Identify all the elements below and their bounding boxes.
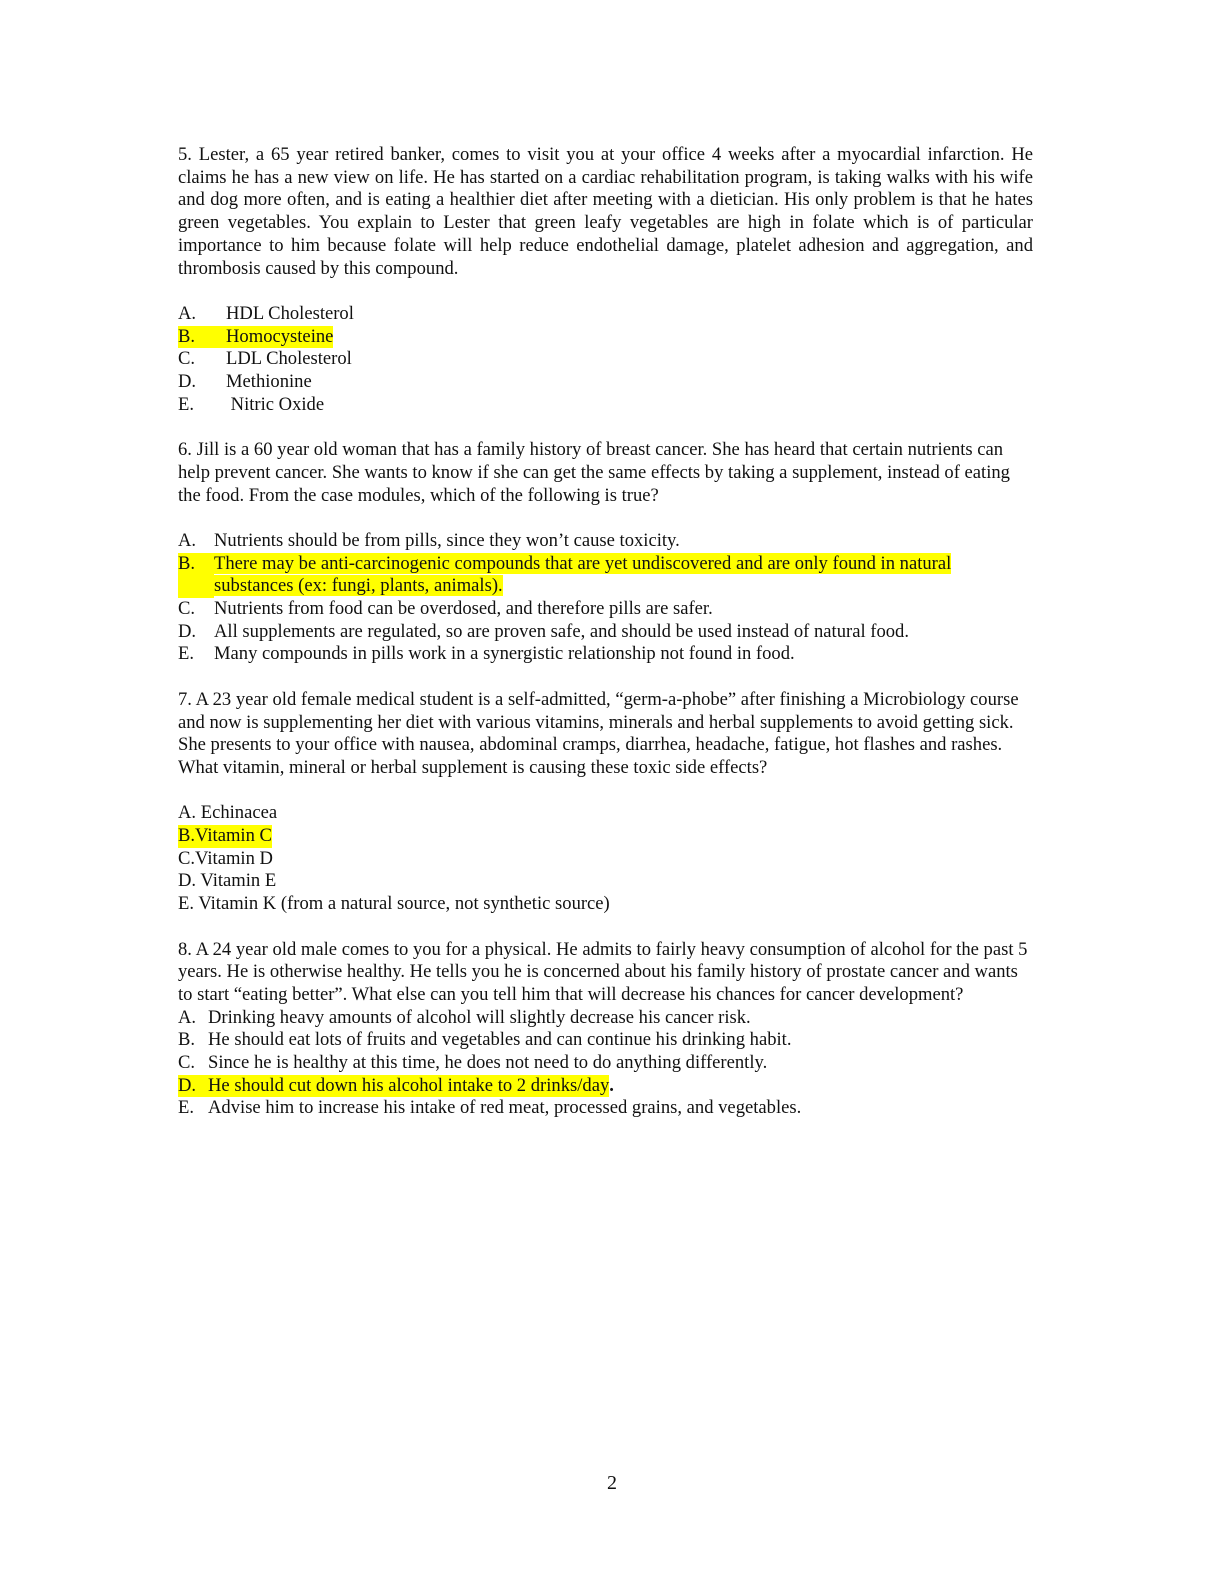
option-c bbox=[178, 348, 1033, 371]
answer-options bbox=[178, 303, 1033, 417]
option-letter: C. bbox=[178, 348, 196, 370]
option-letter: D. bbox=[178, 620, 197, 642]
answer-options bbox=[178, 802, 1033, 916]
page-number: 2 bbox=[607, 1472, 617, 1494]
option-a bbox=[178, 303, 1033, 326]
question-7 bbox=[178, 689, 1033, 916]
option-letter: E. bbox=[178, 643, 195, 665]
option-c bbox=[178, 1052, 1033, 1075]
question-8 bbox=[178, 939, 1033, 1121]
highlighted-answer: B.Vitamin C bbox=[178, 825, 272, 847]
highlighted-answer-line-2: substances (ex: fungi, plants, animals). bbox=[214, 575, 503, 597]
option-text: LDL Cholesterol bbox=[226, 348, 352, 370]
option-letter: D. bbox=[178, 371, 197, 393]
option-text: Since he is healthy at this time, he does not need to do anything differently. bbox=[208, 1052, 768, 1074]
option-letter: B. bbox=[178, 553, 214, 598]
option-text: C.Vitamin D bbox=[178, 847, 273, 869]
question-stem: 8. A 24 year old male comes to you for a physical. He admits to fairly heavy consumption of alcohol for the past 5 years. He is otherwise healthy. He tells you he is concerned about his family history of prostate cancer and wants to start “eating better”. What else can you tell him that will decrease his chances for cancer development? bbox=[178, 938, 1028, 1005]
option-text: Methionine bbox=[226, 371, 312, 393]
option-text: A. Echinacea bbox=[178, 802, 278, 824]
option-e bbox=[178, 1097, 1033, 1120]
answer-options bbox=[178, 530, 1033, 666]
question-6 bbox=[178, 439, 1033, 666]
option-b-correct bbox=[178, 825, 1033, 848]
highlighted-answer bbox=[178, 1075, 609, 1098]
option-d-correct bbox=[178, 1075, 1033, 1098]
option-e bbox=[178, 643, 1033, 666]
option-a bbox=[178, 802, 1033, 825]
option-letter: E. bbox=[178, 1097, 195, 1119]
option-e bbox=[178, 394, 1033, 417]
option-letter: D. bbox=[178, 1074, 197, 1096]
option-text: Drinking heavy amounts of alcohol will slightly decrease his cancer risk. bbox=[208, 1006, 751, 1028]
question-stem: 7. A 23 year old female medical student is a self-admitted, “germ-a-phobe” after finishing a Microbiology course and now is supplementing her diet with various vitamins, minerals and herbal supplements to avoid getting sick. She presents to your office with nausea, abdominal cramps, diarrhea, headache, fatigue, hot flashes and rashes. What vitamin, mineral or herbal supplement is causing these toxic side effects? bbox=[178, 688, 1019, 778]
option-letter: C. bbox=[178, 1052, 196, 1074]
option-e bbox=[178, 893, 1033, 916]
option-c bbox=[178, 598, 1033, 621]
option-d bbox=[178, 621, 1033, 644]
option-letter: C. bbox=[178, 598, 196, 620]
option-d bbox=[178, 870, 1033, 893]
option-text: E. Vitamin K (from a natural source, not synthetic source) bbox=[178, 893, 610, 915]
highlighted-answer bbox=[178, 326, 333, 349]
question-5 bbox=[178, 144, 1033, 416]
option-text: Many compounds in pills work in a synergistic relationship not found in food. bbox=[214, 643, 795, 665]
option-text: Nutrients should be from pills, since they won’t cause toxicity. bbox=[214, 529, 680, 551]
option-letter: A. bbox=[178, 529, 197, 551]
option-letter: A. bbox=[178, 302, 197, 324]
option-text: All supplements are regulated, so are proven safe, and should be used instead of natural food. bbox=[214, 620, 909, 642]
option-b bbox=[178, 1029, 1033, 1052]
option-a bbox=[178, 1007, 1033, 1030]
option-text bbox=[214, 553, 1033, 598]
question-stem: 5. Lester, a 65 year retired banker, comes to visit you at your office 4 weeks after a myocardial infarction. He claims he has a new view on life. He has started on a cardiac rehabilitation program, is taking walks with his wife and dog more often, and is eating a healthier diet after meeting with a dietician. His only problem is that he hates green vegetables. You explain to Lester that green leafy vegetables are high in folate which is of particular importance to him because folate will help reduce endothelial damage, platelet adhesion and aggregation, and thrombosis caused by this compound. bbox=[178, 144, 1033, 279]
option-letter: B. bbox=[178, 1029, 196, 1051]
option-letter: E. bbox=[178, 393, 195, 415]
option-b-correct bbox=[178, 326, 1033, 349]
option-b-correct bbox=[178, 553, 1033, 598]
question-stem: 6. Jill is a 60 year old woman that has a family history of breast cancer. She has heard that certain nutrients can help prevent cancer. She wants to know if she can get the same effects by taking a supplement, instead of eating the food. From the case modules, which of the following is true? bbox=[178, 439, 1010, 506]
option-d bbox=[178, 371, 1033, 394]
option-suffix: . bbox=[609, 1074, 614, 1096]
option-letter: B. bbox=[178, 325, 196, 347]
document-page bbox=[178, 144, 1033, 1120]
option-letter: A. bbox=[178, 1006, 197, 1028]
option-text: He should cut down his alcohol intake to 2 drinks/day bbox=[208, 1074, 610, 1096]
answer-options bbox=[178, 1007, 1033, 1121]
highlighted-answer-line-1: There may be anti-carcinogenic compounds that are yet undiscovered and are only found in natural bbox=[214, 552, 952, 574]
option-text: Homocysteine bbox=[226, 325, 334, 347]
option-text: HDL Cholesterol bbox=[226, 302, 354, 324]
option-text: Nitric Oxide bbox=[226, 393, 325, 415]
option-text: D. Vitamin E bbox=[178, 870, 277, 892]
option-text: Nutrients from food can be overdosed, and therefore pills are safer. bbox=[214, 598, 713, 620]
option-a bbox=[178, 530, 1033, 553]
option-text: Advise him to increase his intake of red meat, processed grains, and vegetables. bbox=[208, 1097, 802, 1119]
option-c bbox=[178, 848, 1033, 871]
option-text: He should eat lots of fruits and vegetables and can continue his drinking habit. bbox=[208, 1029, 792, 1051]
